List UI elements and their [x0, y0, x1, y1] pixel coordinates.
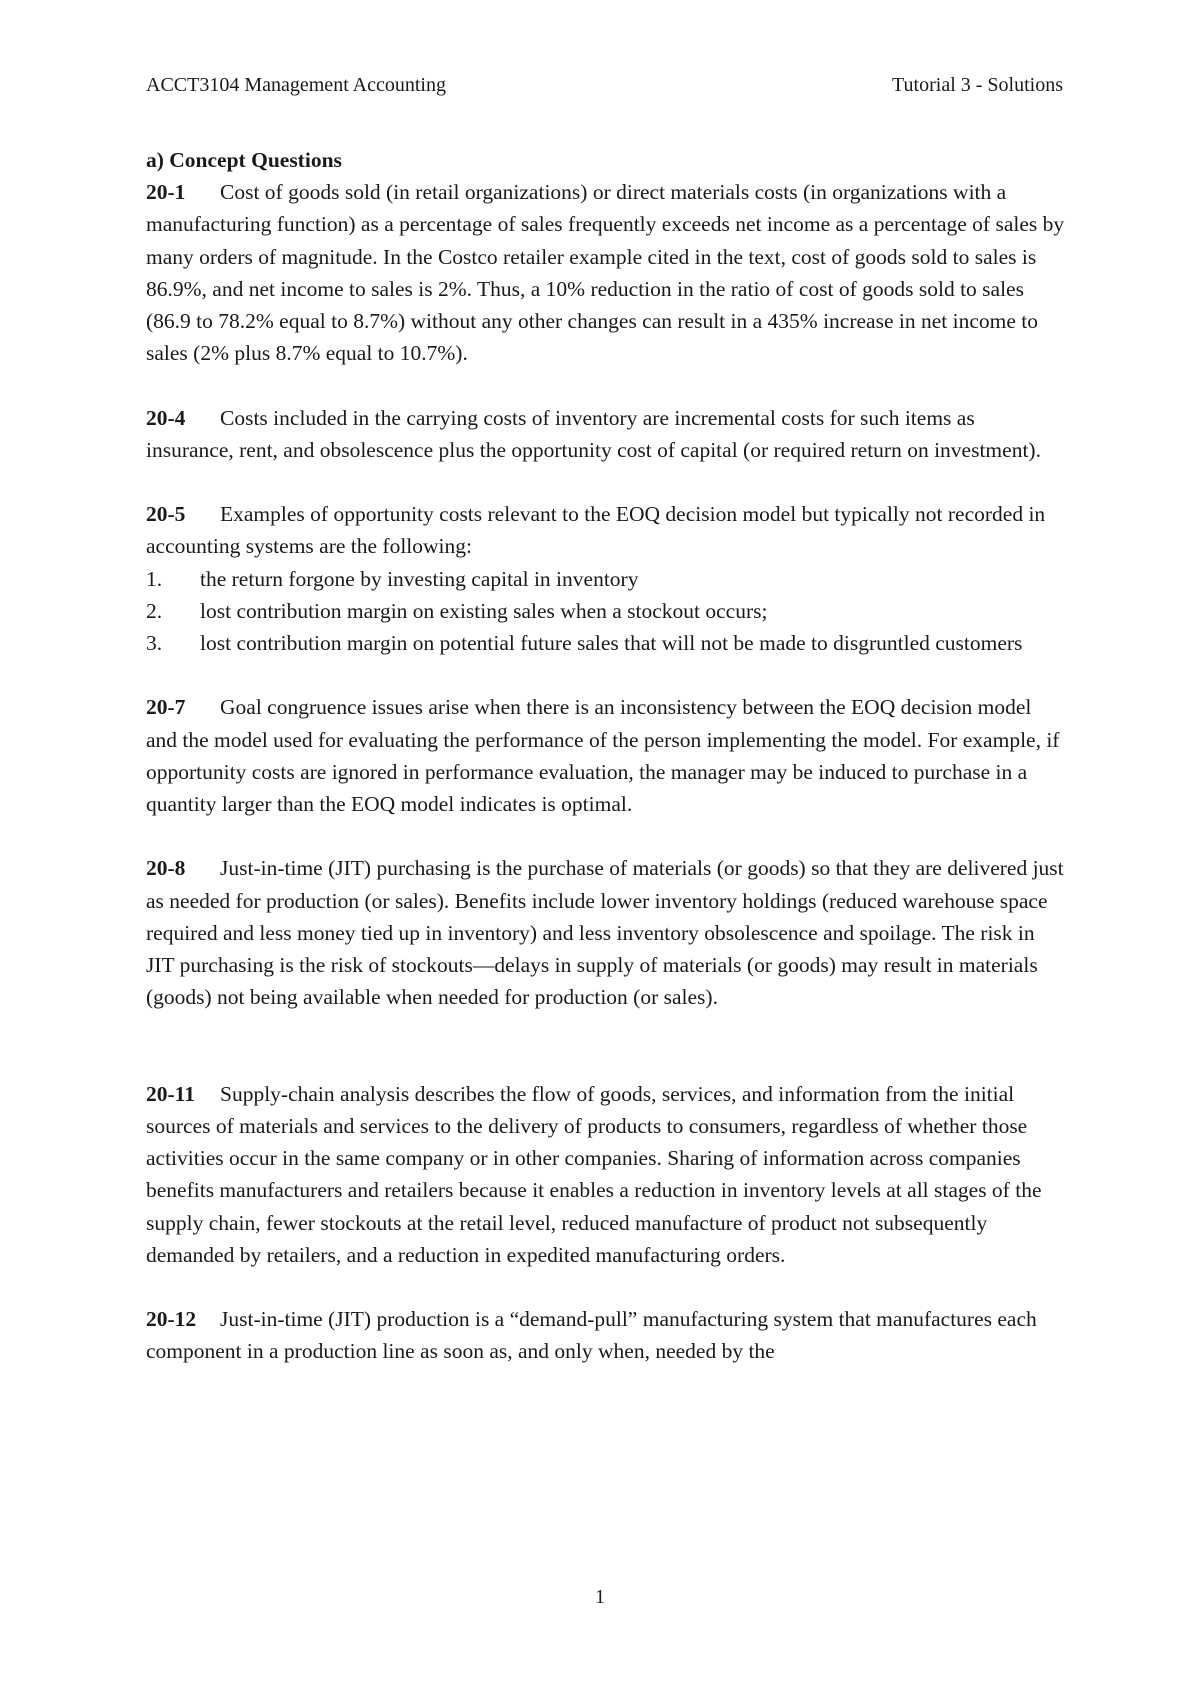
header-tutorial-title: Tutorial 3 - Solutions — [892, 74, 1063, 96]
question-number: 20-11 — [146, 1081, 195, 1106]
list-item-number: 3. — [146, 631, 163, 656]
question-number: 20-5 — [146, 502, 186, 527]
question-text: Just-in-time (JIT) purchasing is the purchase of materials (or goods) so that they are delivered just as needed for production (or sales). Benefits include lower inventory holdings (reduced warehouse space required and less money tied up in inventory) and less inventory obsolescence and spoilage. The risk in JIT purchasing is the risk of stockouts—delays in supply of materials (or goods) may result in materials (goods) not being available when needed for production (or sales). — [146, 856, 1064, 1010]
question-20-1 — [146, 176, 1066, 369]
question-20-4 — [146, 402, 1066, 466]
list-item-number: 2. — [146, 598, 163, 623]
list-item-text: the return forgone by investing capital in inventory — [200, 566, 639, 591]
page-number: 1 — [595, 1586, 605, 1608]
page-header — [146, 70, 1063, 100]
question-number: 20-1 — [146, 180, 186, 205]
question-text: Goal congruence issues arise when there is an inconsistency between the EOQ decision model and the model used for evaluating the performance of the person implementing the model. For example, if opportunity costs are ignored in performance evaluation, the manager may be induced to purchase in a quantity larger than the EOQ model indicates is optimal. — [146, 695, 1060, 817]
section-title: a) Concept Questions — [146, 148, 342, 172]
question-number: 20-12 — [146, 1307, 197, 1332]
list-item — [146, 627, 1066, 659]
question-20-11 — [146, 1078, 1066, 1271]
question-20-8 — [146, 852, 1066, 1013]
question-number: 20-4 — [146, 405, 186, 430]
question-20-12 — [146, 1303, 1066, 1367]
question-text: Supply-chain analysis describes the flow of goods, services, and information from the initial sources of materials and services to the delivery of products to consumers, regardless of whether those activities occur in the same company or in other companies. Sharing of information across companies benefits manufacturers and retailers because it enables a reduction in inventory levels at all stages of the supply chain, fewer stockouts at the retail level, reduced manufacture of product not subsequently demanded by retailers, and a reduction in expedited manufacturing orders. — [146, 1081, 1042, 1267]
question-20-5 — [146, 498, 1066, 562]
opportunity-cost-list — [146, 563, 1066, 660]
page-content — [146, 144, 1066, 1368]
list-item-text: lost contribution margin on existing sales when a stockout occurs; — [200, 598, 768, 623]
question-number: 20-8 — [146, 856, 186, 881]
list-item — [146, 595, 1066, 627]
question-text: Costs included in the carrying costs of inventory are incremental costs for such items as insurance, rent, and obsolescence plus the opportunity cost of capital (or required return on investment). — [146, 405, 1041, 462]
question-text: Just-in-time (JIT) production is a “demand-pull” manufacturing system that manufactures each component in a production line as soon as, and only when, needed by the — [146, 1307, 1037, 1364]
list-item-number: 1. — [146, 566, 163, 591]
question-20-7 — [146, 691, 1066, 820]
question-text: Examples of opportunity costs relevant to the EOQ decision model but typically not recorded in accounting systems are the following: — [146, 502, 1046, 559]
page-footer — [0, 1583, 1200, 1611]
question-text: Cost of goods sold (in retail organizations) or direct materials costs (in organizations with a manufacturing function) as a percentage of sales frequently exceeds net income as a percentage of sales by many orders of magnitude. In the Costco retailer example cited in the text, cost of goods sold to sales is 86.9%, and net income to sales is 2%. Thus, a 10% reduction in the ratio of cost of goods sold to sales (86.9 to 78.2% equal to 8.7%) without any other changes can result in a 435% increase in net income to sales (2% plus 8.7% equal to 10.7%). — [146, 180, 1065, 366]
header-course-title: ACCT3104 Management Accounting — [146, 74, 446, 96]
question-number: 20-7 — [146, 695, 186, 720]
list-item-text: lost contribution margin on potential future sales that will not be made to disgruntled customers — [200, 631, 1023, 656]
list-item — [146, 563, 1066, 595]
